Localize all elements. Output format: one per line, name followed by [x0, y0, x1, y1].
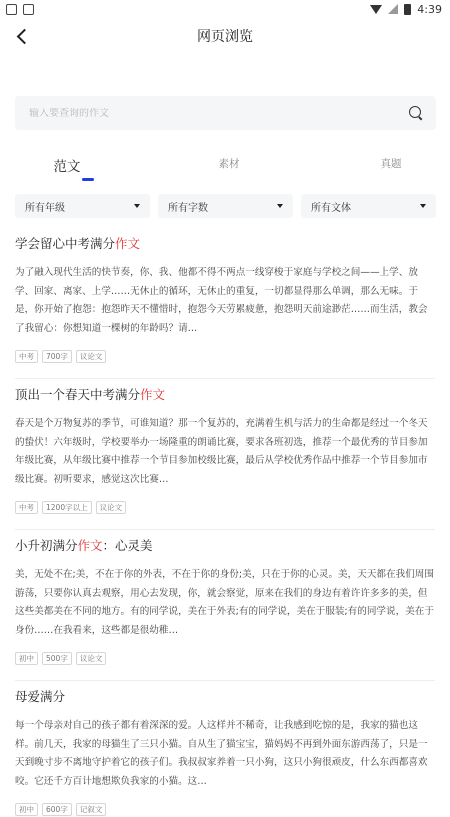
page-title: 网页浏览: [197, 29, 253, 45]
article-tags: [15, 652, 435, 666]
tag-word-count: 600字: [42, 803, 72, 816]
article-item[interactable]: [0, 385, 450, 515]
filter-bar: [15, 194, 436, 218]
article-excerpt: 美，无处不在;美，不在于你的外表，不在于你的身份;美，只在于你的心灵。美，天天都在我们周围游荡，只要你认真去观察，用心去发现，你，就会察觉，原来在我们的身边有着许许多多的美，但这些美都美在不同的地方。有的同学说，美在于外表;有的同学说，美在于服装;有的同学说，美在于身份……在我看来，这些都是很幼稚…: [15, 569, 434, 636]
article-title-text: 小升初满分: [15, 538, 78, 553]
tab-label: 真题: [380, 158, 402, 170]
tag-word-count: 500字: [42, 652, 72, 665]
back-button[interactable]: [8, 22, 36, 50]
app-notification-icon: [23, 4, 34, 15]
tab-bar: [0, 150, 450, 186]
status-time: 4:39: [417, 2, 442, 16]
tag-word-count: 1200字以上: [42, 501, 92, 514]
article-title-text: 母爱满分: [15, 689, 66, 704]
divider: [15, 529, 435, 530]
tag-genre: 议论文: [76, 652, 107, 665]
article-title: [15, 385, 435, 405]
article-title-text: 顶出一个春天中考满分: [15, 387, 141, 402]
signal-icon: [388, 4, 398, 14]
nav-bar: [0, 18, 450, 54]
genre-filter-dropdown[interactable]: [301, 194, 436, 218]
tag-genre: 议论文: [76, 350, 107, 363]
article-tags: [15, 501, 435, 515]
battery-icon: [404, 4, 411, 15]
article-list: [0, 228, 450, 817]
search-bar: [15, 96, 436, 130]
tag-word-count: 700字: [42, 350, 72, 363]
article-item[interactable]: [0, 234, 450, 364]
tab-model-essays[interactable]: [0, 150, 150, 186]
caret-down-icon: [134, 204, 140, 208]
article-excerpt: 为了融入现代生活的快节奏，你、我、他都不得不两点一线穿梭于家庭与学校之间——上学、放学、回家、离家、上学……无休止的循环，无休止的重复，一切都显得那么单调，那么无味。于是，你开始了抱怨：抱怨昨天不懂惜时，抱怨今天劳累疲惫，抱怨明天前途渺茫……而生活，教会了我留心：你想知道一棵树的年龄吗？请…: [15, 267, 428, 334]
chevron-left-icon: [16, 28, 32, 44]
tag-genre: 议论文: [96, 501, 127, 514]
article-tags: [15, 803, 435, 817]
article-excerpt: 春天是个万物复苏的季节，可谁知道？那一个复苏的，充满着生机与活力的生命都是经过一个冬天的蛰伏！六年级时，学校要举办一场隆重的朗诵比赛，要求各班初选，推荐一个最优秀的节目参加年级比赛，从年级比赛中推荐一个节目参加校级比赛，最后从学校优秀作品中推荐一个节目参加市级比赛。初听要求，感觉这次比赛…: [15, 418, 428, 485]
status-left: [6, 4, 34, 15]
article-item[interactable]: [0, 687, 450, 817]
article-title: [15, 536, 435, 556]
search-input[interactable]: [29, 108, 408, 119]
caret-down-icon: [277, 204, 283, 208]
article-title-text: 学会留心中考满分: [15, 236, 116, 251]
filter-label: 所有年级: [25, 202, 65, 214]
caret-down-icon: [420, 204, 426, 208]
tab-exam-questions[interactable]: [300, 150, 450, 186]
tag-genre: 记叙文: [76, 803, 107, 816]
grade-filter-dropdown[interactable]: [15, 194, 150, 218]
wifi-icon: [370, 5, 382, 14]
article-title-highlight: 作文: [115, 236, 141, 251]
word-count-filter-dropdown[interactable]: [158, 194, 293, 218]
tab-label: 素材: [218, 158, 240, 170]
tag-level: 初中: [15, 652, 38, 665]
search-icon[interactable]: [408, 105, 424, 121]
notification-icon: [6, 4, 17, 15]
tag-level: 中考: [15, 501, 38, 514]
filter-label: 所有字数: [168, 202, 208, 214]
divider: [15, 378, 435, 379]
divider: [15, 680, 435, 681]
article-excerpt: 每一个母亲对自己的孩子都有着深深的爱。人这样并不稀奇，让我感到吃惊的是，我家的猫也这样。前几天，我家的母猫生了三只小猫。自从生了猫宝宝，猫妈妈不再到外面东游西荡了，只是一天到晚寸步不离地守护着它的孩子们。我叔叔家养着一只小狗，这只小狗很顽皮，什么东西都喜欢咬。它还千方百计地想欺负我家的小猫。这…: [15, 720, 428, 787]
tag-level: 中考: [15, 350, 38, 363]
status-right: [370, 3, 442, 16]
tab-materials[interactable]: [150, 150, 300, 186]
article-title: [15, 234, 435, 254]
filter-label: 所有文体: [311, 202, 351, 214]
article-title-suffix: ：心灵美: [102, 538, 153, 553]
article-title-highlight: 作文: [77, 538, 103, 553]
tab-label: 范文: [53, 159, 81, 175]
article-title-highlight: 作文: [140, 387, 166, 402]
tag-level: 初中: [15, 803, 38, 816]
article-tags: [15, 350, 435, 364]
status-bar: [0, 0, 450, 18]
article-item[interactable]: [0, 536, 450, 666]
article-title: [15, 687, 435, 707]
active-tab-indicator: [82, 178, 94, 181]
